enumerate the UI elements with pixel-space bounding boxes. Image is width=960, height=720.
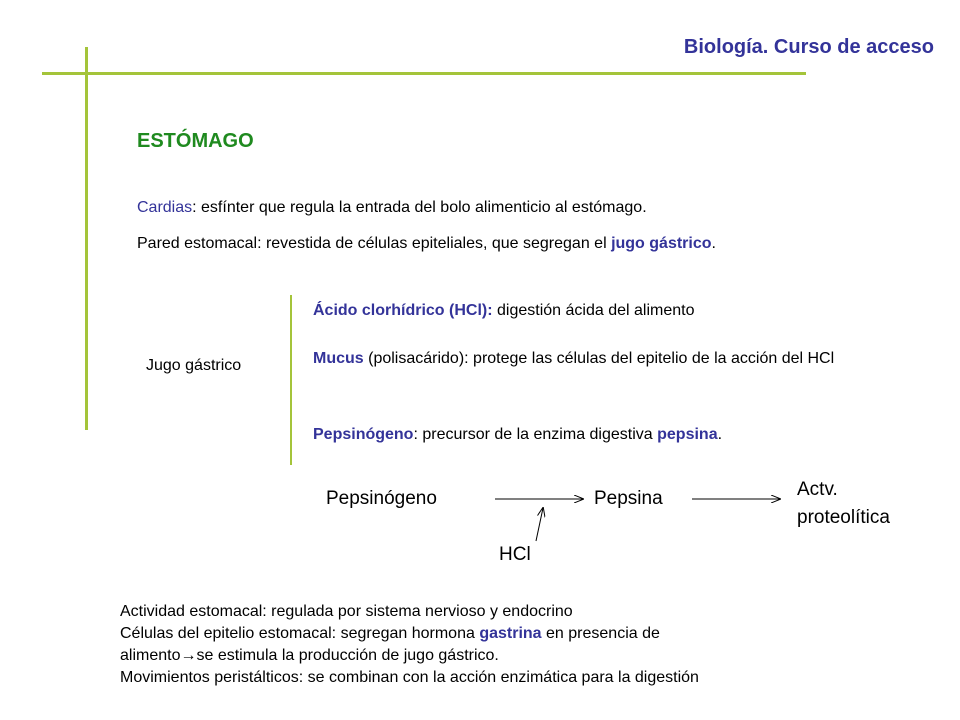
bottom-line-2-a: Células del epitelio estomacal: segregan hormona — [120, 625, 480, 642]
bottom-notes — [120, 601, 920, 689]
jugo-gastrico-label: Jugo gástrico — [146, 357, 242, 374]
bottom-line-3 — [120, 645, 920, 667]
hcl-term: Ácido clorhídrico (HCl): — [313, 302, 493, 319]
bottom-line-2 — [120, 623, 920, 645]
pepsinogeno-term: Pepsinógeno — [313, 426, 414, 443]
diagram-node-pepsina: Pepsina — [594, 488, 663, 509]
pared-end: . — [711, 235, 716, 252]
pepsina-term: pepsina — [657, 426, 718, 443]
pared-text: Pared estomacal: revestida de células epiteliales, que segregan el — [137, 235, 612, 252]
arrow-hcl-catalyst — [536, 508, 543, 541]
diagram-catalyst-hcl: HCl — [499, 544, 531, 565]
bottom-line-3-a: alimento — [120, 647, 181, 664]
right-arrow-icon: → — [180, 647, 197, 664]
pepsinogeno-end: . — [717, 426, 723, 443]
pepsinogeno-text: : precursor de la enzima digestiva — [413, 426, 658, 443]
hcl-text: digestión ácida del alimento — [492, 302, 695, 319]
actividad-line-2: proteolítica — [797, 507, 890, 528]
actividad-line-1: Actv. — [797, 479, 838, 500]
mucus-term: Mucus — [313, 350, 364, 367]
course-title: Biología. Curso de acceso — [683, 36, 934, 58]
cardias-term: Cardias — [137, 199, 193, 216]
bottom-line-1: Actividad estomacal: regulada por sistema nervioso y endocrino — [120, 603, 573, 620]
page-title: ESTÓMAGO — [137, 130, 254, 152]
bottom-line-2-b: en presencia de — [541, 625, 660, 642]
jugo-gastrico-term: jugo gástrico — [611, 235, 712, 252]
gastrina-term: gastrina — [479, 625, 542, 642]
cardias-text: : esfínter que regula la entrada del bolo alimenticio al estómago. — [192, 199, 647, 216]
bottom-line-3-b: se estimula la producción de jugo gástrico. — [196, 647, 499, 664]
diagram-node-pepsinogeno: Pepsinógeno — [326, 488, 437, 509]
mucus-text: (polisacárido): protege las células del epitelio de la acción del HCl — [363, 350, 835, 367]
bottom-line-4: Movimientos peristálticos: se combinan con la acción enzimática para la digestión — [120, 669, 699, 686]
